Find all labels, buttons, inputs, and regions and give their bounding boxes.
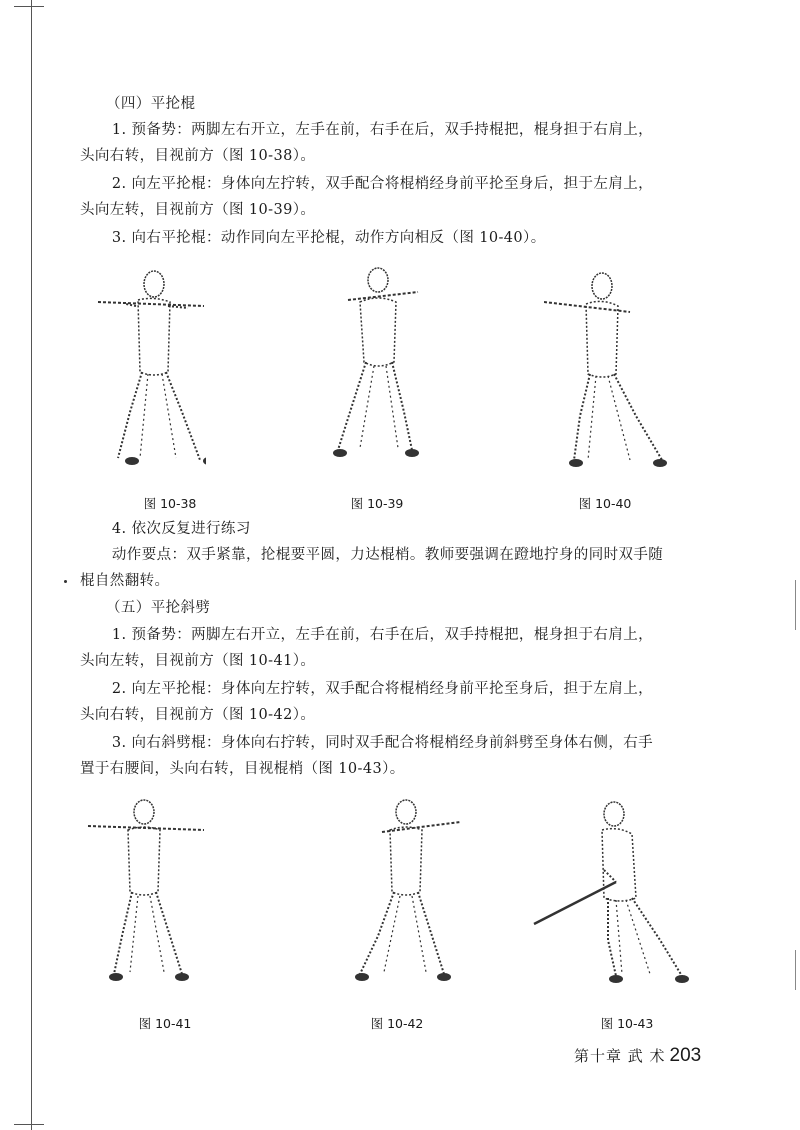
text-line: 置于右腰间，头向右转，目视棍梢（图 10-43）。: [80, 760, 405, 777]
text-line: 头向左转，目视前方（图 10-41）。: [80, 652, 316, 669]
martial-arts-figure-illustration: [86, 796, 206, 986]
figure-caption: 图 10-42: [370, 1016, 424, 1031]
figure-caption: 图 10-40: [578, 496, 632, 511]
figure-10-40: [544, 266, 669, 472]
figure-10-39: [320, 262, 430, 472]
paragraph-step2: [80, 677, 720, 728]
section-heading: （五）平抡斜劈: [106, 600, 211, 616]
paragraph-step1: [80, 118, 720, 169]
section-heading: （四）平抡棍: [106, 96, 196, 112]
chapter-title: 第十章 武 术: [574, 1047, 666, 1065]
paragraph-step3: 3. 向右平抡棍：动作同向左平抡棍，动作方向相反（图 10-40）。: [111, 230, 546, 246]
page-number: 203: [669, 1045, 702, 1066]
binding-margin-line: [31, 0, 32, 1130]
figure-10-38: [96, 262, 206, 472]
martial-arts-figure-illustration: [96, 262, 206, 472]
text-line: 头向右转，目视前方（图 10-38）。: [80, 147, 316, 164]
binding-tick-bottom: [14, 1124, 44, 1125]
binding-tick-top: [14, 6, 44, 7]
paragraph-step3: [80, 731, 720, 782]
text-line: 动作要点：双手紧靠，抡棍要平圆，力达棍梢。教师要强调在蹬地拧身的同时双手随: [111, 547, 664, 563]
page-edge-mark: [795, 580, 796, 630]
paragraph-step4: 4. 依次反复进行练习: [111, 521, 251, 537]
text-line: 头向右转，目视前方（图 10-42）。: [80, 706, 316, 723]
figure-caption: 图 10-41: [138, 1016, 192, 1031]
figure-caption: 图 10-43: [600, 1016, 654, 1031]
figure-caption: 图 10-38: [143, 496, 197, 511]
martial-arts-figure-illustration: [544, 266, 669, 472]
page-footer: [574, 1045, 701, 1067]
text-line: 3. 向右斜劈棍：身体向右拧转，同时双手配合将棍梢经身前斜劈至身体右侧，右手: [111, 735, 654, 751]
martial-arts-figure-illustration: [320, 262, 430, 472]
paragraph-step1: [80, 623, 720, 674]
stray-dot: [64, 580, 67, 583]
figure-caption: 图 10-39: [350, 496, 404, 511]
text-line: 头向左转，目视前方（图 10-39）。: [80, 201, 316, 218]
figure-10-43: [532, 800, 697, 986]
text-line: 1. 预备势：两脚左右开立，左手在前，右手在后，双手持棍把，棍身担于右肩上，: [111, 122, 654, 138]
page-edge-mark: [795, 950, 796, 990]
text-line: 棍自然翻转。: [80, 572, 170, 589]
figure-10-42: [348, 796, 468, 986]
figure-10-41: [86, 796, 206, 986]
martial-arts-figure-illustration: [348, 796, 468, 986]
martial-arts-figure-illustration: [532, 800, 697, 986]
paragraph-step2: [80, 172, 720, 223]
text-line: 2. 向左平抡棍：身体向左拧转，双手配合将棍梢经身前平抡至身后，担于左肩上，: [111, 176, 654, 192]
text-line: 2. 向左平抡棍：身体向左拧转，双手配合将棍梢经身前平抡至身后，担于左肩上，: [111, 681, 654, 697]
text-line: 1. 预备势：两脚左右开立，左手在前，右手在后，双手持棍把，棍身担于右肩上，: [111, 627, 654, 643]
paragraph-key-points: [80, 543, 720, 594]
